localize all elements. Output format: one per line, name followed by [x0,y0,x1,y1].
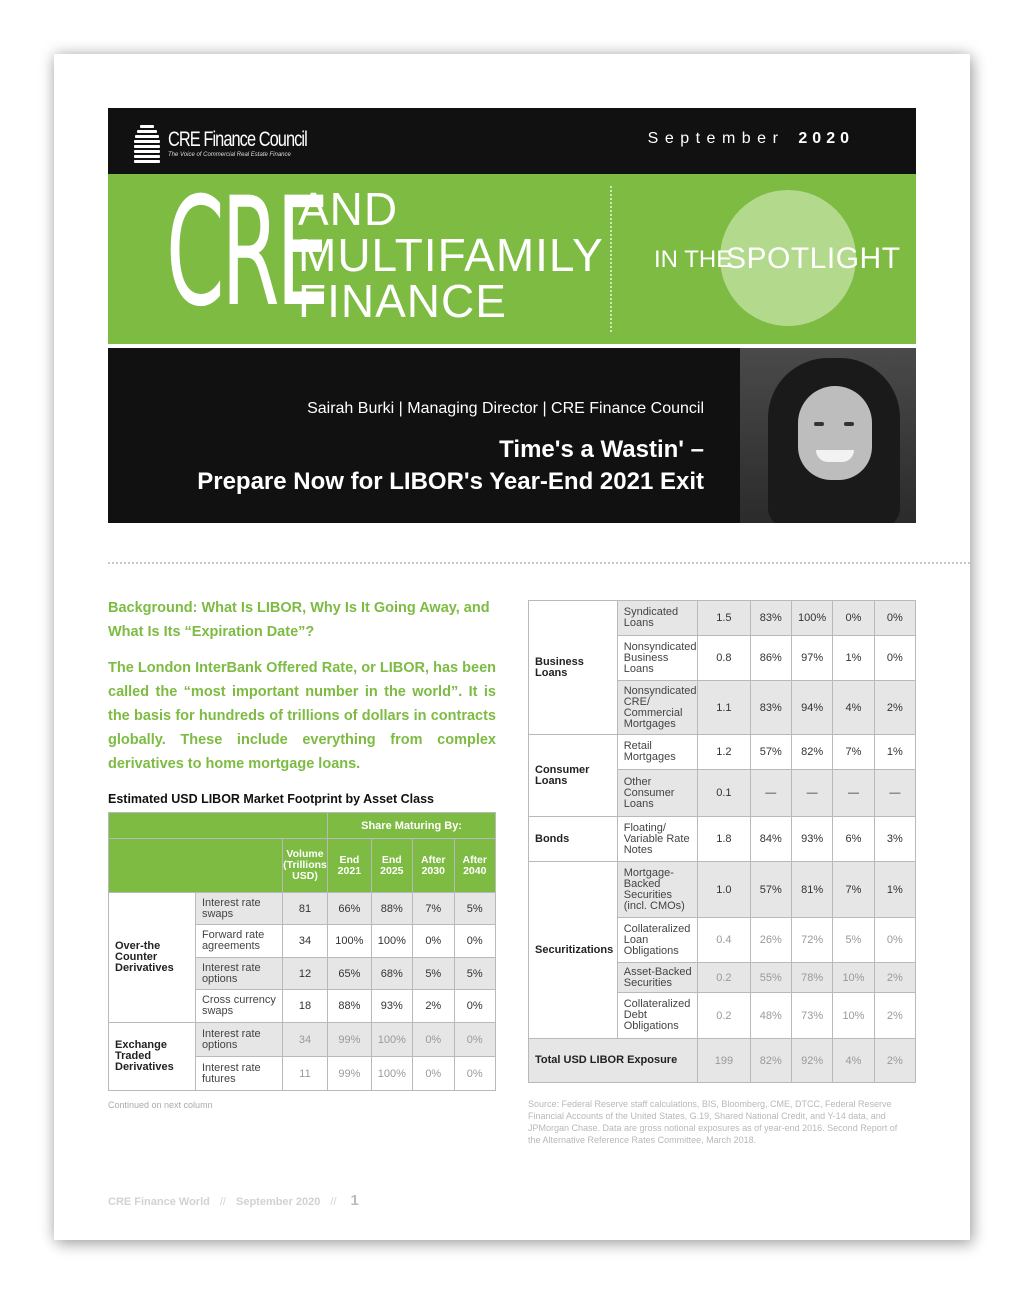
row-label: Syndicated Loans [617,601,697,636]
article-byline: Sairah Burki | Managing Director | CRE Finance Council [307,400,704,417]
cell-c1: 55% [750,963,791,993]
cell-c3: 0% [413,1023,454,1057]
total-c3: 4% [833,1039,874,1083]
article-title [197,434,704,498]
cell-c4: — [874,770,915,817]
cell-c1: 66% [328,893,371,925]
table-row [529,862,916,918]
banner-words [298,183,604,327]
group-label: Exchange Traded Derivatives [109,1023,196,1091]
banner-line-finance: FINANCE [298,275,507,327]
group-label: Business Loans [529,601,618,735]
cell-c1: 48% [750,993,791,1039]
cell-c3: 1% [833,636,874,681]
article-title-line2: Prepare Now for LIBOR's Year-End 2021 Exit [197,468,704,495]
cell-c2: 73% [791,993,832,1039]
row-label: Floating/ Variable Rate Notes [617,817,697,862]
total-c2: 92% [791,1039,832,1083]
logo-name: CRE Finance Council [168,127,307,151]
cell-c1: 86% [750,636,791,681]
banner-cre: CRE [166,174,327,340]
cell-vol: 1.2 [698,735,750,770]
cell-vol: 0.2 [698,963,750,993]
group-label: Consumer Loans [529,735,618,817]
banner-in-the: IN THE [654,246,733,273]
article-title-line1: Time's a Wastin' – [499,436,704,463]
cell-c2: 93% [791,817,832,862]
cell-c2: 100% [371,1023,412,1057]
cell-c3: 7% [833,862,874,918]
cell-c3: 0% [413,925,454,958]
cell-c2: 100% [371,1057,412,1091]
libor-table-part2 [528,600,916,1083]
cell-c2: — [791,770,832,817]
cell-vol: 18 [282,990,327,1023]
cell-c3: 0% [413,1057,454,1091]
table-row [529,817,916,862]
banner-line-and: AND [298,183,399,235]
cell-vol: 0.1 [698,770,750,817]
cell-c1: 57% [750,862,791,918]
cell-c2: 72% [791,918,832,963]
cell-c2: 100% [371,925,412,958]
col-after-2040: After 2040 [454,839,496,893]
cell-c2: 68% [371,958,412,990]
masthead-bar [108,108,916,174]
lead-paragraph: The London InterBank Offered Rate, or LIBOR, has been called the “most important number in the world”. It is the basis for hundreds of trillions of dollars in contracts globally. These include everything from complex derivatives to home mortgage loans. [108,660,496,772]
cell-vol: 1.1 [698,681,750,735]
cell-c4: 0% [874,636,915,681]
cell-c3: 6% [833,817,874,862]
col-end-2025: End 2025 [371,839,412,893]
cell-c4: 3% [874,817,915,862]
cell-c1: 99% [328,1057,371,1091]
cell-c1: 99% [328,1023,371,1057]
logo-tagline: The Voice of Commercial Real Estate Finance [168,151,291,158]
cell-vol: 0.4 [698,918,750,963]
author-photo [740,348,916,523]
cell-c1: 100% [328,925,371,958]
continued-note: Continued on next column [108,1100,213,1110]
row-label: Retail Mortgages [617,735,697,770]
issue-date [648,130,854,148]
cell-c4: 0% [454,990,496,1023]
share-maturing-header: Share Maturing By: [328,813,496,839]
col-end-2021: End 2021 [328,839,371,893]
banner-spotlight: SPOTLIGHT [726,242,901,275]
row-label: Interest rate options [195,958,282,990]
cell-c2: 100% [791,601,832,636]
row-label: Collateralized Debt Obligations [617,993,697,1039]
section-banner [108,174,916,344]
crefc-logo [134,122,346,164]
cell-c3: 4% [833,681,874,735]
group-label: Securitizations [529,862,618,1039]
cell-c1: 83% [750,601,791,636]
row-label: Mortgage-Backed Securities (incl. CMOs) [617,862,697,918]
row-label: Interest rate options [195,1023,282,1057]
cell-c4: 0% [454,925,496,958]
cell-vol: 0.8 [698,636,750,681]
libor-table-part1 [108,812,496,1091]
cell-c2: 82% [791,735,832,770]
total-row [529,1039,916,1083]
cell-c4: 1% [874,862,915,918]
cell-c1: 88% [328,990,371,1023]
total-c1: 82% [750,1039,791,1083]
cell-vol: 0.2 [698,993,750,1039]
cell-c4: 0% [874,601,915,636]
cell-c1: — [750,770,791,817]
row-label: Nonsyndicated Business Loans [617,636,697,681]
row-label: Nonsyndicated CRE/ Commercial Mortgages [617,681,697,735]
cell-vol: 11 [282,1057,327,1091]
cell-c2: 94% [791,681,832,735]
footer-publication: CRE Finance World [108,1196,210,1208]
cell-c4: 0% [454,1023,496,1057]
footer-issue: September 2020 [236,1196,321,1208]
cell-c4: 5% [454,958,496,990]
row-label: Interest rate futures [195,1057,282,1091]
cell-c3: 7% [413,893,454,925]
row-label: Other Consumer Loans [617,770,697,817]
cell-c4: 2% [874,993,915,1039]
row-label: Collateralized Loan Obligations [617,918,697,963]
page-footer: CRE Finance World // September 2020 // 1 [108,1192,359,1209]
cell-c3: 10% [833,963,874,993]
cell-vol: 1.8 [698,817,750,862]
cell-c4: 0% [454,1057,496,1091]
col-after-2030: After 2030 [413,839,454,893]
left-column [108,596,496,806]
cell-c1: 26% [750,918,791,963]
cell-c4: 5% [454,893,496,925]
total-vol: 199 [698,1039,750,1083]
cell-c4: 2% [874,963,915,993]
table-row [529,735,916,770]
banner-divider [610,186,612,332]
table-row [109,1023,496,1057]
table-source: Source: Federal Reserve staff calculations, BIS, Bloomberg, CME, DTCC, Federal Reserve Financial Accounts of the United States, G.19, Shared National Credit, and Y-14 data, and JPMorgan Chase. Data are gross notional exposures as of year-end 2016. Second Report of the Alternative Reference Rates Committee, March 2018. [528,1099,898,1145]
cell-vol: 12 [282,958,327,990]
table-row [529,601,916,636]
table-title: Estimated USD LIBOR Market Footprint by Asset Class [108,792,434,806]
cell-c3: 2% [413,990,454,1023]
row-label: Forward rate agreements [195,925,282,958]
cell-c3: 5% [833,918,874,963]
cell-c1: 57% [750,735,791,770]
cell-c3: 7% [833,735,874,770]
page-number: 1 [350,1192,359,1209]
cell-vol: 34 [282,925,327,958]
section-divider [108,562,970,564]
article-header [108,348,916,523]
col-volume: Volume (Trillions USD) [282,839,327,893]
group-label: Bonds [529,817,618,862]
table-row [109,893,496,925]
cell-vol: 1.0 [698,862,750,918]
cell-c1: 83% [750,681,791,735]
group-label: Over-the Counter Derivatives [109,893,196,1023]
cell-vol: 34 [282,1023,327,1057]
total-label: Total USD LIBOR Exposure [529,1039,698,1083]
issue-month: September [647,130,785,147]
background-question: Background: What Is LIBOR, Why Is It Going Away, and What Is Its “Expiration Date”? [108,600,490,640]
cell-c4: 2% [874,681,915,735]
cell-c4: 1% [874,735,915,770]
cell-c1: 65% [328,958,371,990]
total-c4: 2% [874,1039,915,1083]
cell-c3: 10% [833,993,874,1039]
cell-c2: 81% [791,862,832,918]
cell-vol: 81 [282,893,327,925]
cell-c2: 93% [371,990,412,1023]
row-label: Interest rate swaps [195,893,282,925]
cell-c1: 84% [750,817,791,862]
row-label: Cross currency swaps [195,990,282,1023]
row-label: Asset-Backed Securities [617,963,697,993]
issue-year: 2020 [798,130,854,147]
cell-c3: — [833,770,874,817]
cell-c3: 0% [833,601,874,636]
cell-vol: 1.5 [698,601,750,636]
building-logo-icon [134,123,160,163]
cell-c2: 88% [371,893,412,925]
cell-c2: 97% [791,636,832,681]
cell-c2: 78% [791,963,832,993]
banner-line-multifamily: MULTIFAMILY [298,229,604,281]
cell-c4: 0% [874,918,915,963]
cell-c3: 5% [413,958,454,990]
